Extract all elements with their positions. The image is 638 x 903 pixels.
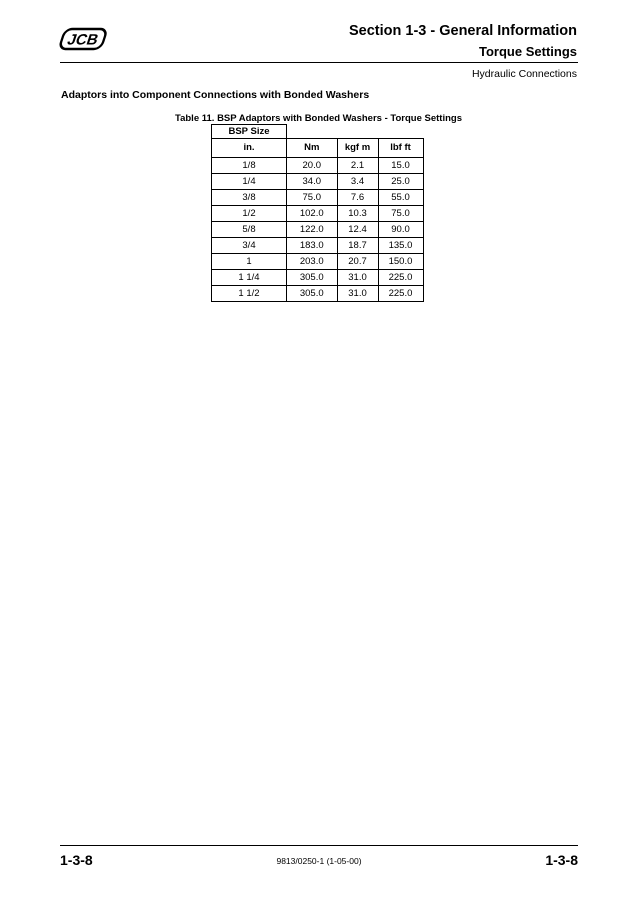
- table-caption: Table 11. BSP Adaptors with Bonded Washers - Torque Settings: [175, 113, 462, 124]
- table-row: [212, 270, 424, 286]
- cell-lbfft: 75.0: [378, 206, 423, 222]
- header-divider: [60, 62, 578, 63]
- cell-size: 1 1/2: [212, 286, 287, 302]
- cell-kgfm: 10.3: [337, 206, 378, 222]
- header-blank-cell: [378, 125, 423, 139]
- cell-kgfm: 18.7: [337, 238, 378, 254]
- cell-kgfm: 20.7: [337, 254, 378, 270]
- cell-lbfft: 25.0: [378, 174, 423, 190]
- table-row: [212, 190, 424, 206]
- table-row: [212, 206, 424, 222]
- table-row: [212, 238, 424, 254]
- page-number-right: 1-3-8: [545, 852, 578, 868]
- cell-kgfm: 12.4: [337, 222, 378, 238]
- sub-sub-title: Hydraulic Connections: [471, 68, 577, 80]
- cell-lbfft: 150.0: [378, 254, 423, 270]
- cell-lbfft: 15.0: [378, 158, 423, 174]
- cell-size: 5/8: [212, 222, 287, 238]
- svg-text:JCB: JCB: [65, 31, 101, 49]
- content-heading: Adaptors into Component Connections with Bonded Washers: [61, 89, 370, 101]
- cell-lbfft: 225.0: [378, 270, 423, 286]
- cell-nm: 183.0: [287, 238, 338, 254]
- cell-size: 1: [212, 254, 287, 270]
- table-row: [212, 254, 424, 270]
- footer-divider: [60, 845, 578, 846]
- header-blank-cell: [337, 125, 378, 139]
- cell-size: 1 1/4: [212, 270, 287, 286]
- cell-kgfm: 31.0: [337, 270, 378, 286]
- sub-title: Torque Settings: [479, 44, 577, 59]
- cell-lbfft: 90.0: [378, 222, 423, 238]
- column-header-nm: Nm: [287, 139, 338, 158]
- cell-lbfft: 135.0: [378, 238, 423, 254]
- table-header-row: [212, 139, 424, 158]
- group-header-bsp-size: BSP Size: [212, 125, 287, 139]
- table-row: [212, 158, 424, 174]
- cell-lbfft: 55.0: [378, 190, 423, 206]
- column-header-kgfm: kgf m: [337, 139, 378, 158]
- cell-nm: 34.0: [287, 174, 338, 190]
- cell-size: 1/2: [212, 206, 287, 222]
- table-row: [212, 174, 424, 190]
- column-header-in: in.: [212, 139, 287, 158]
- cell-nm: 203.0: [287, 254, 338, 270]
- document-number: 9813/0250-1 (1-05-00): [276, 856, 362, 866]
- cell-size: 3/8: [212, 190, 287, 206]
- torque-table: [211, 124, 424, 302]
- table-row: [212, 222, 424, 238]
- cell-lbfft: 225.0: [378, 286, 423, 302]
- cell-nm: 20.0: [287, 158, 338, 174]
- jcb-logo: [59, 27, 109, 51]
- column-header-lbfft: lbf ft: [378, 139, 423, 158]
- table-row: [212, 286, 424, 302]
- cell-nm: 305.0: [287, 286, 338, 302]
- cell-nm: 305.0: [287, 270, 338, 286]
- cell-size: 3/4: [212, 238, 287, 254]
- cell-nm: 102.0: [287, 206, 338, 222]
- cell-kgfm: 7.6: [337, 190, 378, 206]
- cell-nm: 75.0: [287, 190, 338, 206]
- cell-kgfm: 3.4: [337, 174, 378, 190]
- header-blank-cell: [287, 125, 338, 139]
- cell-nm: 122.0: [287, 222, 338, 238]
- table-group-header-row: [212, 125, 424, 139]
- cell-size: 1/8: [212, 158, 287, 174]
- section-title: Section 1-3 - General Information: [348, 23, 577, 39]
- cell-kgfm: 31.0: [337, 286, 378, 302]
- page-number-left: 1-3-8: [60, 852, 93, 868]
- cell-size: 1/4: [212, 174, 287, 190]
- cell-kgfm: 2.1: [337, 158, 378, 174]
